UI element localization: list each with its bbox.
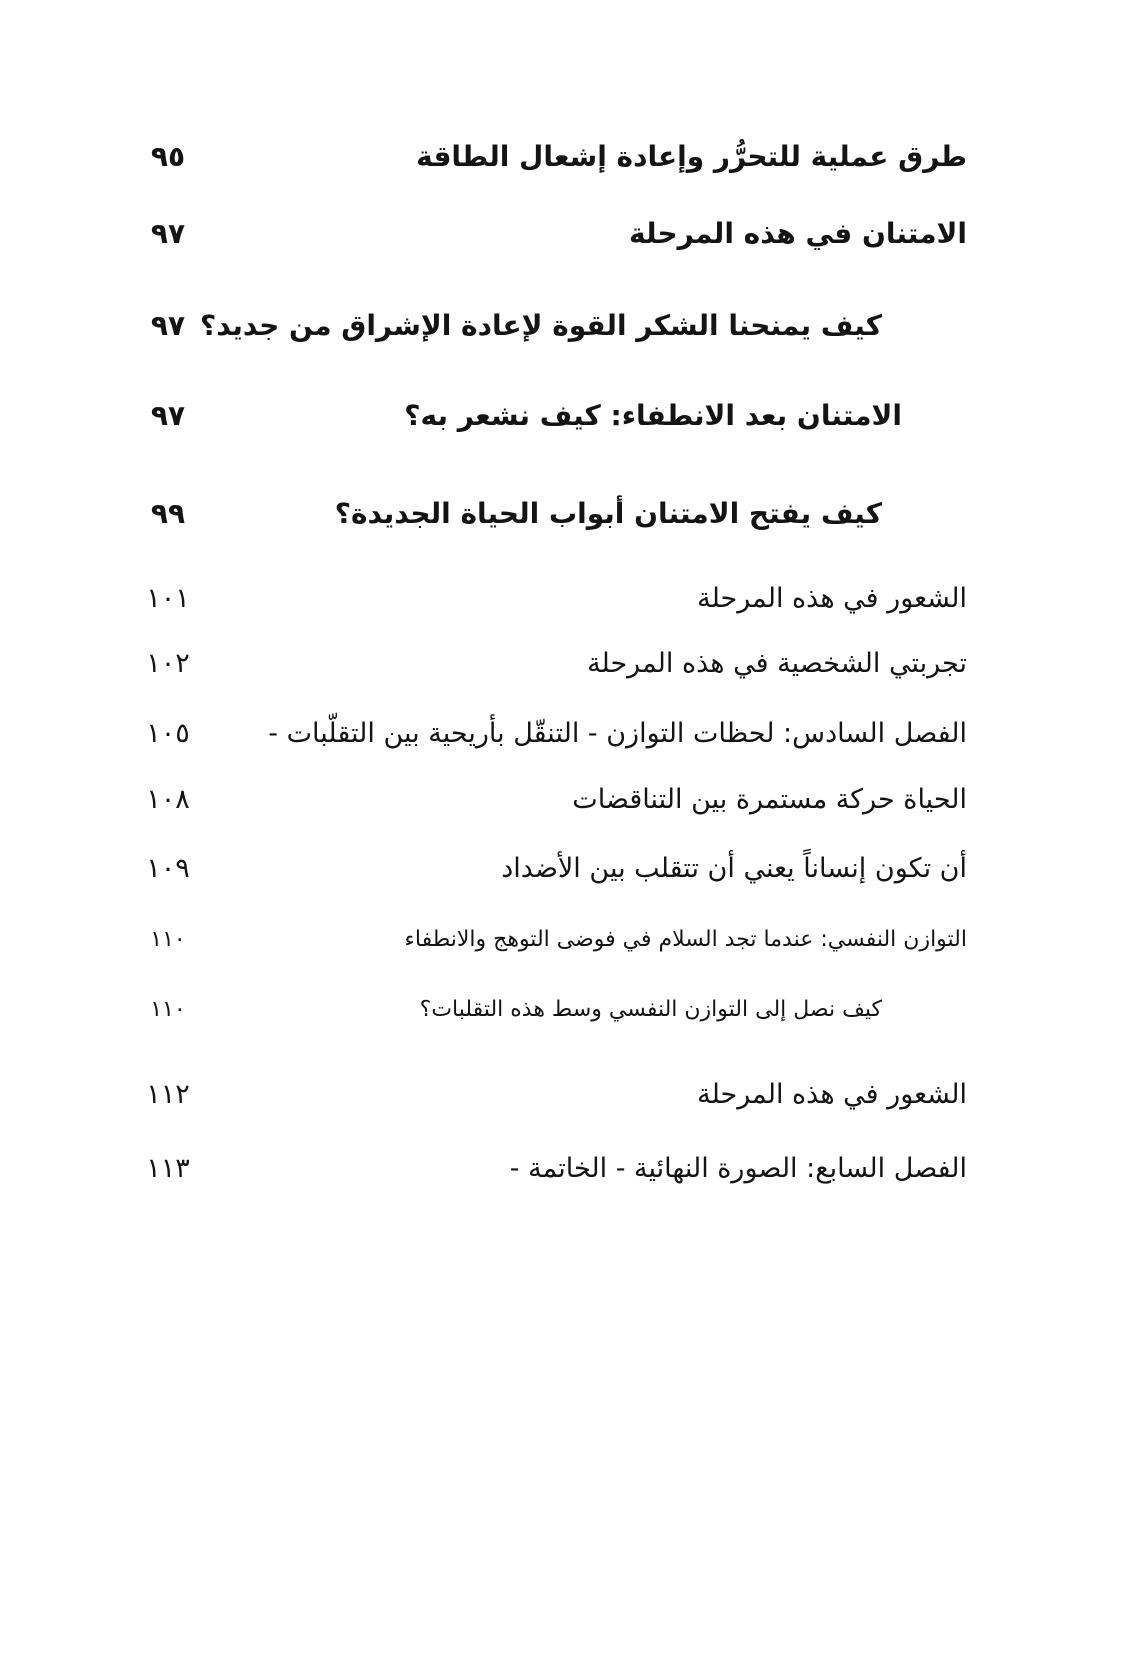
page-number: ١٠٥ xyxy=(146,718,190,749)
page-number: ١٠٩ xyxy=(146,853,190,884)
page-number: ٩٧ xyxy=(150,399,186,432)
toc-entry-12 xyxy=(0,987,1142,1033)
toc-entry-title: كيف يفتح الامتنان أبواب الحياة الجديدة؟ xyxy=(334,497,882,530)
page-number: ٩٩ xyxy=(150,497,186,530)
page-number: ١٠٢ xyxy=(146,648,190,679)
toc-entry-14-chapter xyxy=(0,1146,1142,1192)
page-number: ١٠١ xyxy=(146,583,190,614)
page-number: ٩٥ xyxy=(150,140,186,173)
toc-entry-3 xyxy=(0,303,1142,349)
page-number: ١١٠ xyxy=(150,927,186,952)
toc-entry-6 xyxy=(0,576,1142,622)
toc-entry-title: كيف يمنحنا الشكر القوة لإعادة الإشراق من جديد؟ xyxy=(199,309,882,342)
toc-entry-9 xyxy=(0,777,1142,823)
toc-entry-7 xyxy=(0,641,1142,687)
toc-entry-title: الفصل السادس: لحظات التوازن - التنقّل بأريحية بين التقلّبات - xyxy=(268,718,967,749)
toc-entry-title: طرق عملية للتحرُّر وإعادة إشعال الطاقة xyxy=(416,140,967,173)
page-number: ١١٢ xyxy=(146,1079,190,1110)
toc-entry-10 xyxy=(0,846,1142,892)
page-number: ٩٧ xyxy=(150,217,186,250)
toc-entry-13 xyxy=(0,1072,1142,1118)
toc-entry-title: تجربتي الشخصية في هذه المرحلة xyxy=(587,648,967,679)
toc-entry-title: التوازن النفسي: عندما تجد السلام في فوضى التوهج والانطفاء xyxy=(404,927,967,952)
toc-entry-title: الامتنان في هذه المرحلة xyxy=(629,217,967,250)
page-number: ١٠٨ xyxy=(146,784,190,815)
page-number: ٩٧ xyxy=(150,309,186,342)
toc-entry-title: الحياة حركة مستمرة بين التناقضات xyxy=(572,784,967,815)
toc-entry-title: الشعور في هذه المرحلة xyxy=(697,583,967,614)
toc-entry-title: أن تكون إنساناً يعني أن تتقلب بين الأضداد xyxy=(501,853,967,884)
toc-entry-title: الشعور في هذه المرحلة xyxy=(697,1079,967,1110)
toc-entry-11 xyxy=(0,917,1142,963)
toc-entry-5 xyxy=(0,491,1142,537)
toc-entry-title: كيف نصل إلى التوازن النفسي وسط هذه التقلبات؟ xyxy=(419,997,882,1022)
toc-entry-8-chapter xyxy=(0,711,1142,757)
toc-entry-2 xyxy=(0,211,1142,257)
toc-entry-4 xyxy=(0,393,1142,439)
page-number: ١١٠ xyxy=(150,997,186,1022)
toc-entry-title: الامتنان بعد الانطفاء: كيف نشعر به؟ xyxy=(404,399,902,432)
toc-entry-title: الفصل السابع: الصورة النهائية - الخاتمة - xyxy=(509,1153,967,1184)
toc-entry-1 xyxy=(0,134,1142,180)
page-number: ١١٣ xyxy=(146,1153,190,1184)
